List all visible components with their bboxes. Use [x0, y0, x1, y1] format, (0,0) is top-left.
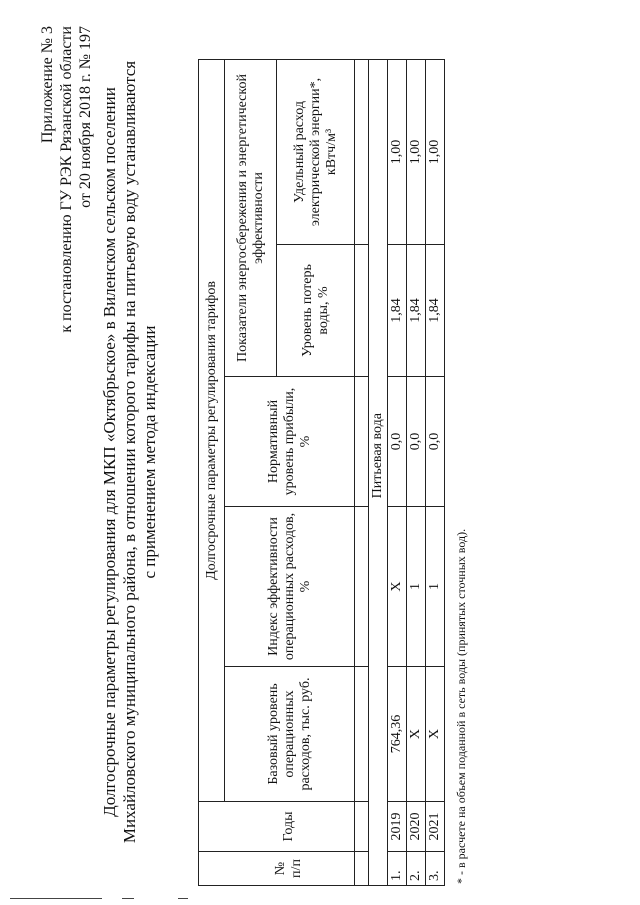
parameters-table — [198, 59, 445, 886]
row-base-opex: 764,36 — [388, 667, 407, 802]
row-base-opex: Х — [426, 667, 445, 802]
row-water-loss: 1,84 — [426, 245, 445, 377]
table-row — [407, 59, 426, 885]
row-year: 2019 — [388, 802, 407, 852]
header-electricity-use: Удельный расход электрической энергии*, кВтч/м³ — [277, 59, 355, 244]
row-electricity-use: 1,00 — [407, 59, 426, 244]
section-drinking-water: Питьевая вода — [369, 59, 388, 851]
footnote: * - в расчете на объем поданной в сеть воды (принятых сточных вод). — [454, 528, 468, 884]
title-line-1: Долгосрочные параметры регулирования для МКП «Октябрьское» в Виленском сельском поселении — [100, 87, 119, 817]
scan-edge-line — [178, 898, 188, 899]
row-year: 2021 — [426, 802, 445, 852]
header-num: № п/п — [225, 852, 355, 886]
scan-edge-line — [10, 898, 102, 899]
header-year: Годы — [225, 802, 355, 852]
header-profit-level: Нормативный уровень прибыли, % — [225, 377, 355, 507]
scan-edge-line — [122, 898, 134, 899]
row-efficiency-index: Х — [388, 507, 407, 667]
row-year: 2020 — [407, 802, 426, 852]
table-row — [426, 59, 445, 885]
row-water-loss: 1,84 — [388, 245, 407, 377]
header-water-loss: Уровень потерь воды, % — [277, 245, 355, 377]
appendix-note — [38, 26, 95, 333]
row-num: 1. — [388, 852, 407, 886]
row-electricity-use: 1,00 — [388, 59, 407, 244]
row-water-loss: 1,84 — [407, 245, 426, 377]
row-efficiency-index: 1 — [426, 507, 445, 667]
row-num: 3. — [426, 852, 445, 886]
document-title — [100, 12, 160, 892]
header-energy-indicators: Показатели энергосбережения и энергетической эффективности — [225, 59, 277, 376]
row-profit-level: 0,0 — [426, 377, 445, 507]
row-efficiency-index: 1 — [407, 507, 426, 667]
row-num: 2. — [407, 852, 426, 886]
table-row — [388, 59, 407, 885]
appendix-resolution: к постановлению ГУ РЭК Рязанской области — [58, 26, 75, 333]
row-electricity-use: 1,00 — [426, 59, 445, 244]
group-header: Долгосрочные параметры регулирования тарифов — [199, 59, 225, 801]
row-profit-level: 0,0 — [388, 377, 407, 507]
appendix-date: от 20 ноября 2018 г. № 197 — [77, 26, 94, 208]
rotated-document-page — [20, 12, 620, 892]
title-line-3: с применением метода индексации — [140, 325, 159, 579]
appendix-number: Приложение № 3 — [39, 26, 56, 144]
row-profit-level: 0,0 — [407, 377, 426, 507]
title-line-2: Михайловского муниципального района, в отношении которого тарифы на питьевую воду устанавливаются — [120, 60, 139, 844]
header-base-opex: Базовый уровень операционных расходов, тыс. руб. — [225, 667, 355, 802]
header-efficiency-index: Индекс эффективности операционных расходов, % — [225, 507, 355, 667]
row-base-opex: Х — [407, 667, 426, 802]
